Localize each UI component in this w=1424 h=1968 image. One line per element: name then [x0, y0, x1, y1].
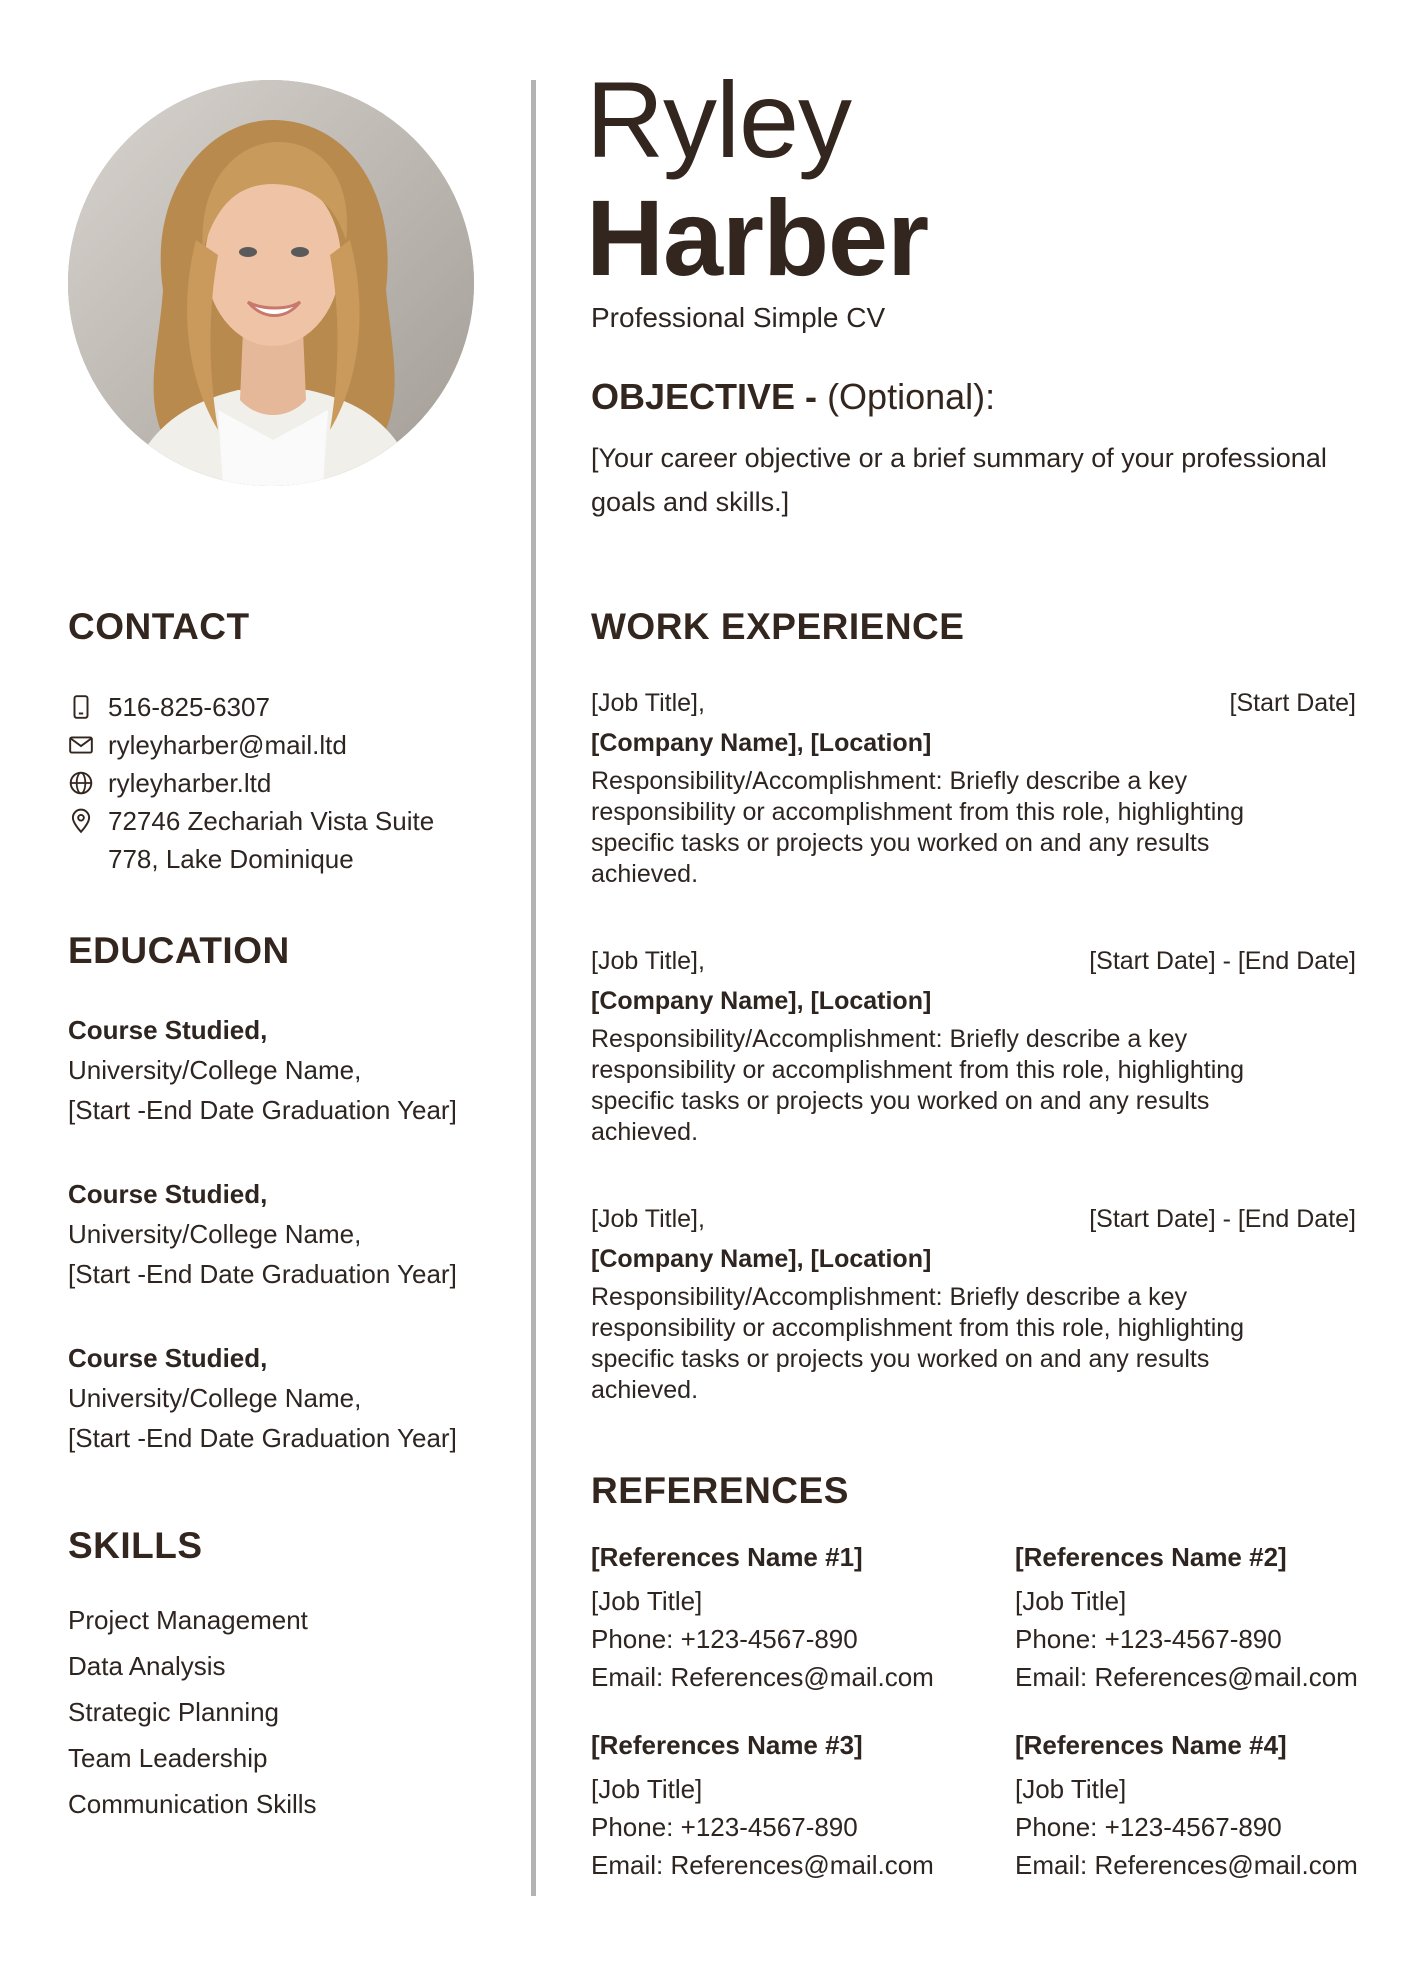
job-entry	[591, 942, 1356, 1148]
reference-job-title: [Job Title]	[1015, 1586, 1127, 1616]
job-description-line: achieved.	[591, 860, 699, 888]
job-description-line: responsibility or accomplishment from this role, highlighting	[591, 1314, 1245, 1342]
job-title: [Job Title],	[591, 947, 705, 975]
skills-title: SKILLS	[68, 1525, 203, 1566]
address-text	[108, 802, 434, 878]
reference-card	[591, 1726, 1015, 1884]
job-dates: [Start Date] - [End Date]	[1089, 1205, 1356, 1233]
address-line1: 72746 Zechariah Vista Suite	[108, 806, 435, 836]
school-name: University/College Name,	[68, 1383, 362, 1413]
skill-item: Team Leadership	[68, 1743, 268, 1773]
job-description-line: specific tasks or projects you worked on and any results	[591, 1087, 1210, 1115]
job-header	[591, 942, 1356, 980]
reference-email: Email: References@mail.com	[1015, 1662, 1358, 1692]
skills-list	[68, 1597, 508, 1827]
address-line2: 778, Lake Dominique	[108, 844, 354, 874]
website-text: ryleyharber.ltd	[108, 768, 272, 798]
references-title: REFERENCES	[591, 1470, 849, 1511]
contact-website	[68, 764, 508, 802]
contact-list	[68, 688, 508, 878]
reference-name: [References Name #1]	[591, 1542, 863, 1572]
objective-title	[591, 376, 1361, 418]
company-location: [Company Name], [Location]	[591, 1245, 932, 1273]
job-dates: [Start Date]	[1229, 689, 1356, 717]
job-description-line: Responsibility/Accomplishment: Briefly describe a key	[591, 1283, 1188, 1311]
education-title: EDUCATION	[68, 930, 290, 971]
reference-name: [References Name #2]	[1015, 1542, 1287, 1572]
contact-section	[68, 606, 508, 878]
education-dates: [Start -End Date Graduation Year]	[68, 1423, 457, 1453]
job-dates: [Start Date] - [End Date]	[1089, 947, 1356, 975]
last-name: Harber	[586, 177, 929, 298]
objective-title-optional: (Optional):	[827, 376, 996, 417]
education-dates: [Start -End Date Graduation Year]	[68, 1095, 457, 1125]
first-name: Ryley	[586, 59, 852, 180]
reference-email: Email: References@mail.com	[1015, 1850, 1358, 1880]
education-section	[68, 930, 508, 1458]
phone-text: 516-825-6307	[108, 692, 270, 722]
reference-email: Email: References@mail.com	[591, 1850, 934, 1880]
education-item	[68, 1174, 508, 1294]
education-item	[68, 1010, 508, 1130]
course-name: Course Studied,	[68, 1343, 268, 1373]
contact-title: CONTACT	[68, 606, 250, 647]
contact-address	[68, 802, 508, 878]
job-title: [Job Title],	[591, 1205, 705, 1233]
school-name: University/College Name,	[68, 1055, 362, 1085]
objective-text: [Your career objective or a brief summary of your professional goals and skills.]	[591, 443, 1327, 517]
skill-item: Data Analysis	[68, 1651, 226, 1681]
references-grid	[591, 1538, 1371, 1884]
reference-card	[591, 1538, 1015, 1696]
phone-icon	[68, 688, 108, 726]
education-item	[68, 1338, 508, 1458]
job-description	[591, 766, 1356, 890]
reference-card	[1015, 1538, 1371, 1696]
job-description-line: achieved.	[591, 1118, 699, 1146]
cv-subtitle: Professional Simple CV	[591, 302, 886, 333]
mail-icon	[68, 726, 108, 764]
profile-photo	[68, 80, 474, 486]
references-section	[591, 1470, 1371, 1884]
contact-phone	[68, 688, 508, 726]
objective-section	[591, 376, 1361, 524]
education-dates: [Start -End Date Graduation Year]	[68, 1259, 457, 1289]
job-description-line: Responsibility/Accomplishment: Briefly describe a key	[591, 1025, 1188, 1053]
reference-phone: Phone: +123-4567-890	[1015, 1624, 1282, 1654]
course-name: Course Studied,	[68, 1015, 268, 1045]
location-pin-icon	[68, 802, 108, 840]
job-entry	[591, 1200, 1356, 1406]
job-description	[591, 1282, 1356, 1406]
reference-job-title: [Job Title]	[1015, 1774, 1127, 1804]
job-description-line: specific tasks or projects you worked on and any results	[591, 829, 1210, 857]
job-description-line: responsibility or accomplishment from this role, highlighting	[591, 1056, 1245, 1084]
job-header	[591, 684, 1356, 722]
job-description-line: specific tasks or projects you worked on and any results	[591, 1345, 1210, 1373]
skill-item: Strategic Planning	[68, 1697, 280, 1727]
school-name: University/College Name,	[68, 1219, 362, 1249]
reference-name: [References Name #4]	[1015, 1730, 1287, 1760]
globe-icon	[68, 764, 108, 802]
job-description-line: achieved.	[591, 1376, 699, 1404]
company-location: [Company Name], [Location]	[591, 987, 932, 1015]
job-header	[591, 1200, 1356, 1238]
skill-item: Project Management	[68, 1605, 308, 1635]
contact-email	[68, 726, 508, 764]
job-title: [Job Title],	[591, 689, 705, 717]
company-location: [Company Name], [Location]	[591, 729, 932, 757]
work-experience-section	[591, 606, 1356, 1406]
job-entry	[591, 684, 1356, 890]
email-text: ryleyharber@mail.ltd	[108, 730, 347, 760]
job-description-line: Responsibility/Accomplishment: Briefly describe a key	[591, 767, 1188, 795]
reference-card	[1015, 1726, 1371, 1884]
skill-item: Communication Skills	[68, 1789, 317, 1819]
objective-title-main: OBJECTIVE -	[591, 376, 818, 417]
portrait-illustration	[68, 80, 474, 486]
reference-phone: Phone: +123-4567-890	[591, 1624, 858, 1654]
course-name: Course Studied,	[68, 1179, 268, 1209]
reference-email: Email: References@mail.com	[591, 1662, 934, 1692]
reference-phone: Phone: +123-4567-890	[1015, 1812, 1282, 1842]
job-description-line: responsibility or accomplishment from this role, highlighting	[591, 798, 1245, 826]
reference-name: [References Name #3]	[591, 1730, 863, 1760]
reference-job-title: [Job Title]	[591, 1774, 703, 1804]
column-divider	[531, 80, 536, 1896]
reference-phone: Phone: +123-4567-890	[591, 1812, 858, 1842]
skills-section	[68, 1525, 508, 1827]
work-experience-title: WORK EXPERIENCE	[591, 606, 965, 647]
job-description	[591, 1024, 1356, 1148]
reference-job-title: [Job Title]	[591, 1586, 703, 1616]
